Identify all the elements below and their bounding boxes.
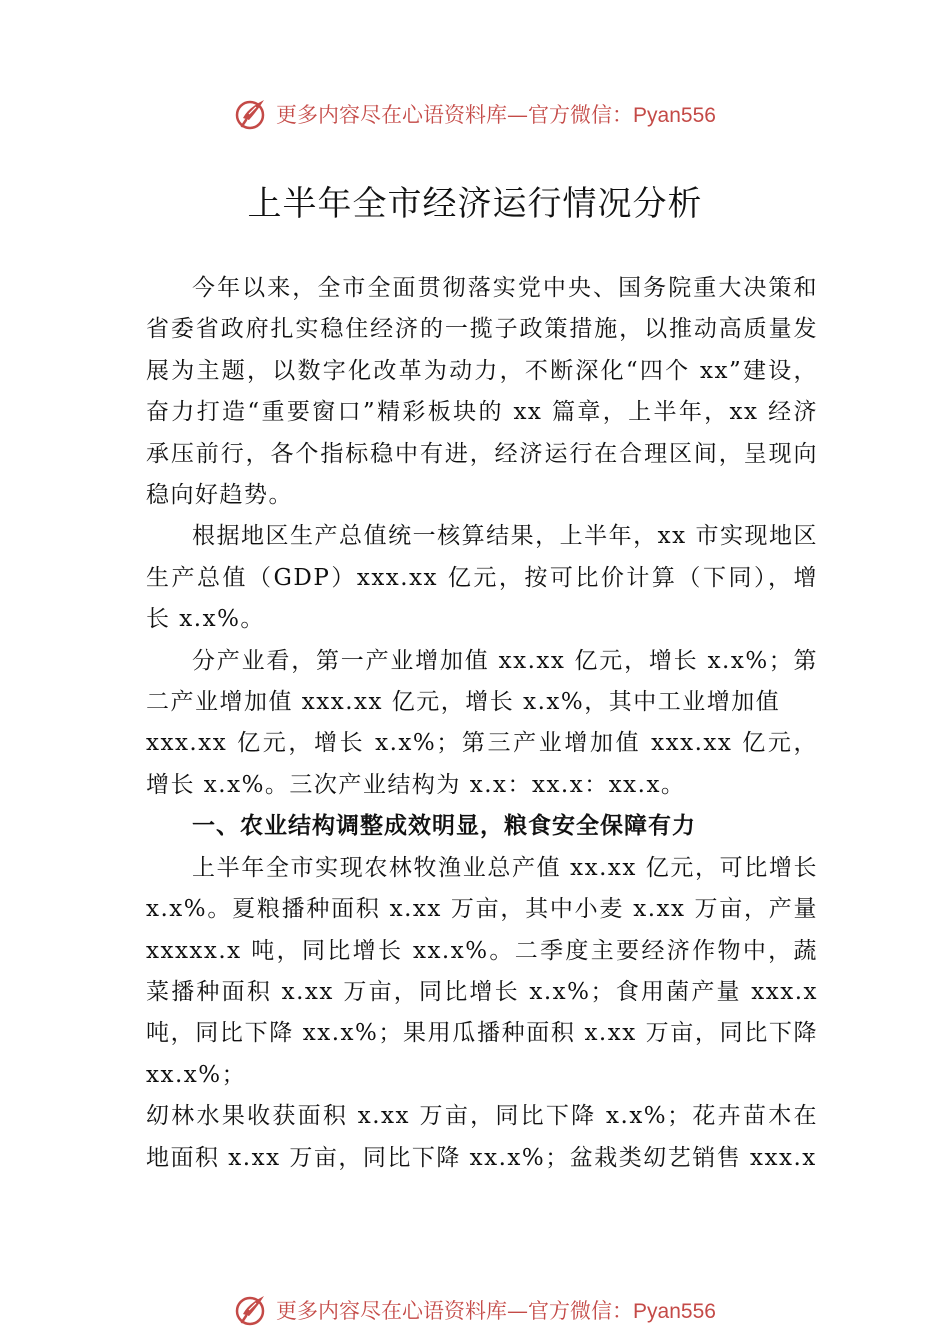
watermark-text: 更多内容尽在心语资料库—官方微信：Pyan556 [276, 1299, 716, 1323]
wechat-handle: Pyan556 [633, 1300, 716, 1323]
wechat-handle: Pyan556 [633, 104, 716, 127]
watermark-text: 更多内容尽在心语资料库—官方微信：Pyan556 [276, 103, 716, 127]
agriculture-paragraph-continued: 㓜林水果收获面积 x.xx 万亩，同比下降 x.x%；花卉苗木在地面积 x.xx 万亩，同比下降 xx.x%；盆栽类㓜艺销售 xxx.x [146, 1103, 818, 1171]
quill-logo-icon [234, 1292, 270, 1328]
section-heading: 一、农业结构调整成效明显，粮食安全保障有力 [192, 813, 696, 840]
agriculture-paragraph: 上半年全市实现农林牧渔业总产值 xx.xx 亿元，可比增长 x.x%。夏粮播种面积 x.xx 万亩，其中小麦 x.xx 万亩，产量 xxxxx.x 吨，同比增长 xx.x%。二季度主要经济作物中，蔬菜播种面积 x.xx 万亩，同比增长 x.x%；食用菌产量 xxx.x 吨，同比下降 xx.x%；果用瓜播种面积 x.xx 万亩，同比下降 xx.x%； [146, 854, 818, 1088]
quill-logo-icon [234, 96, 270, 132]
header-watermark [0, 94, 950, 134]
intro-paragraph: 今年以来，全市全面贯彻落实党中央、国务院重大决策和省委省政府扎实稳住经济的一揽子政策措施，以推动高质量发展为主题，以数字化改革为动力，不断深化“四个 xx”建设，奋力打造“重要窗口”精彩板块的 xx 篇章，上半年，xx 经济承压前行，各个指标稳中有进，经济运行在合理区间，呈现向稳向好趋势。 [146, 275, 818, 509]
gdp-paragraph: 根据地区生产总值统一核算结果，上半年，xx 市实现地区生产总值（GDP）xxx.xx 亿元，按可比价计算（下同），增长 x.x%。 [146, 523, 818, 633]
industry-paragraph-continued: xxx.xx 亿元，增长 x.x%；第三产业增加值 xxx.xx 亿元，增长 x.x%。三次产业结构为 x.x：xx.x：xx.x。 [146, 730, 818, 798]
industry-paragraph: 分产业看，第一产业增加值 xx.xx 亿元，增长 x.x%；第二产业增加值 xxx.xx 亿元，增长 x.x%，其中工业增加值 [146, 647, 818, 716]
page-title: 上半年全市经济运行情况分析 [247, 184, 703, 224]
document-body [146, 268, 818, 1179]
footer-watermark [0, 1290, 950, 1330]
